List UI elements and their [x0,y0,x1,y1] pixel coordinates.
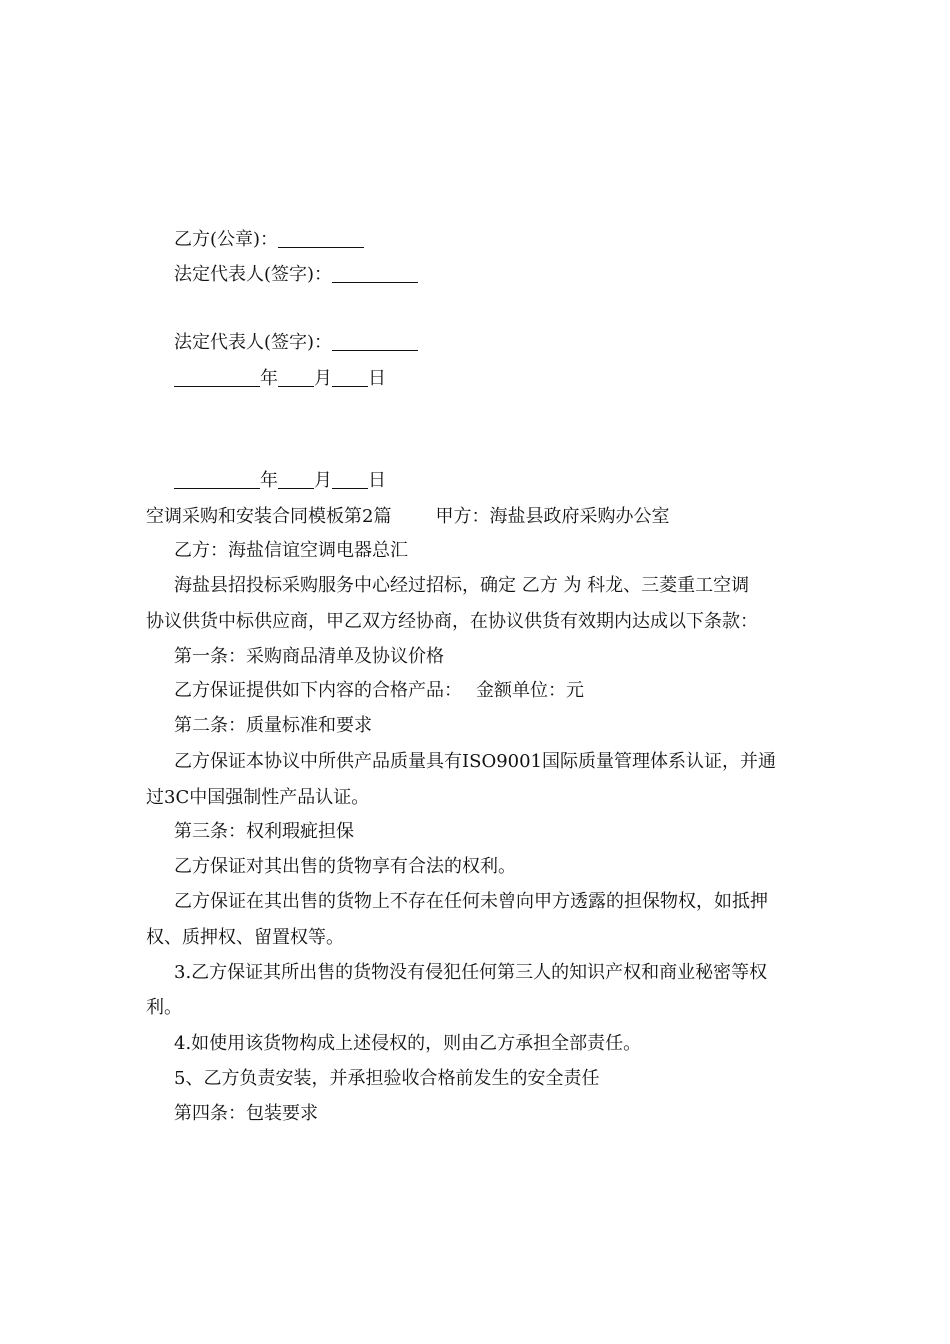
month-blank [278,368,314,387]
day-blank [332,470,368,489]
party-b-seal-label: 乙方(公章)： [174,229,279,250]
intro-line-2: 协议供货中标供应商，甲乙双方经协商，在协议供货有效期内达成以下条款： [146,611,758,632]
contract-title-line [146,505,669,529]
day-label: 日 [368,368,386,389]
article-2-line-1: 乙方保证本协议中所供产品质量具有ISO9001国际质量管理体系认证，并通 [174,751,777,772]
article-3-para-1: 乙方保证对其出售的货物享有合法的权利。 [174,856,516,877]
intro-line-1: 海盐县招投标采购服务中心经过招标，确定 乙方 为 科龙、三菱重工空调 [174,575,750,596]
year-label: 年 [260,368,278,389]
article-1-text: 乙方保证提供如下内容的合格产品： [174,680,462,701]
article-3-para-4: 4.如使用该货物构成上述侵权的，则由乙方承担全部责任。 [174,1033,642,1054]
article-3-title: 第三条：权利瑕疵担保 [174,821,354,842]
legal-rep-label-1: 法定代表人(签字)： [174,264,333,285]
currency-unit: 金额单位：元 [476,680,584,701]
article-3-para-3-line-2: 利。 [146,997,182,1018]
article-3-para-5: 5、乙方负责安装，并承担验收合格前发生的安全责任 [174,1068,600,1089]
year-blank [174,470,260,489]
article-1-title: 第一条：采购商品清单及协议价格 [174,646,444,667]
article-2-line-2: 过3C中国强制性产品认证。 [146,787,370,808]
article-4-title: 第四条：包装要求 [174,1103,318,1124]
article-3-para-2-line-1: 乙方保证在其出售的货物上不存在任何未曾向甲方透露的担保物权，如抵押 [174,891,768,912]
article-3-para-3-line-1: 3.乙方保证其所出售的货物没有侵犯任何第三人的知识产权和商业秘密等权 [174,962,768,983]
signature-blank [278,229,364,248]
party-b-seal-line [174,228,364,252]
month-blank [278,470,314,489]
article-3-para-2-line-2: 权、质押权、留置权等。 [146,927,344,948]
party-a: 甲方：海盐县政府采购办公室 [435,506,670,527]
day-label: 日 [368,470,386,491]
legal-rep-label-2: 法定代表人(签字)： [174,332,333,353]
article-2-title: 第二条：质量标准和要求 [174,715,372,736]
article-1-text-line [174,679,584,703]
year-blank [174,368,260,387]
contract-title: 空调采购和安装合同模板第2篇 [146,506,392,527]
legal-rep-line-1 [174,263,418,287]
signature-blank [332,332,418,351]
date-line-2 [174,469,386,493]
legal-rep-line-2 [174,331,418,355]
signature-blank [332,264,418,283]
day-blank [332,368,368,387]
month-label: 月 [314,470,332,491]
year-label: 年 [260,470,278,491]
party-b: 乙方：海盐信谊空调电器总汇 [174,540,408,561]
month-label: 月 [314,368,332,389]
date-line-1 [174,367,386,391]
